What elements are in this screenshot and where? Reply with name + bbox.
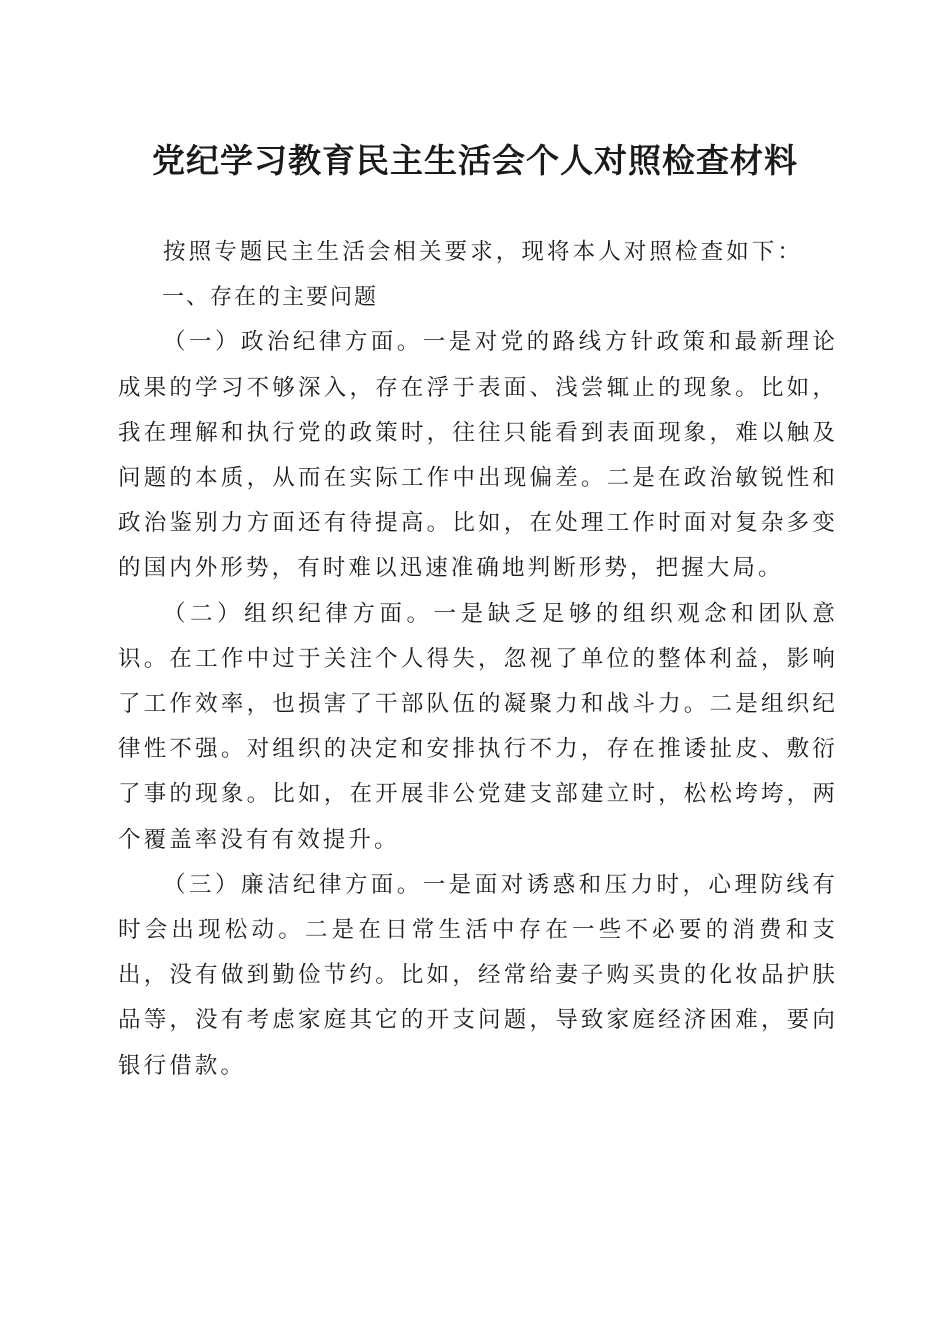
document-body (118, 230, 838, 1089)
item-text: 一是对党的路线方针政策和最新理论成果的学习不够深入，存在浮于表面、浅尝辄止的现象。比如，我在理解和执行党的政策时，往往只能看到表面现象，难以触及问题的本质，从而在实际工作中出现偏差。二是在政治敏锐性和政治鉴别力方面还有待提高。比如，在处理工作时面对复杂多变的国内外形势，有时难以迅速准确地判断形势，把握大局。 (118, 329, 838, 582)
section-heading: 一、存在的主要问题 (162, 285, 379, 311)
item-paragraph-integrity (118, 863, 838, 1089)
document-title: 党纪学习教育民主生活会个人对照检查材料 (152, 141, 798, 180)
item-text: 一是缺乏足够的组织观念和团队意识。在工作中过于关注个人得失，忽视了单位的整体利益，影响了工作效率，也损害了干部队伍的凝聚力和战斗力。二是组织纪律性不强。对组织的决定和安排执行不力，存在推诿扯皮、敷衍了事的现象。比如，在开展非公党建支部建立时，松松垮垮，两个覆盖率没有有效提升。 (118, 600, 838, 853)
item-lead: （二）组织纪律方面。 (163, 600, 434, 627)
item-paragraph-political (118, 320, 838, 591)
item-lead: （一）政治纪律方面。 (163, 329, 423, 356)
item-lead: （三）廉洁纪律方面。 (163, 871, 423, 898)
item-text: 一是面对诱惑和压力时，心理防线有时会出现松动。二是在日常生活中存在一些不必要的消费和支出，没有做到勤俭节约。比如，经常给妻子购买贵的化妆品护肤品等，没有考虑家庭其它的开支问题，导致家庭经济困难，要向银行借款。 (118, 871, 838, 1079)
intro-paragraph: 按照专题民主生活会相关要求，现将本人对照检查如下： (163, 239, 804, 265)
item-paragraph-organizational (118, 592, 838, 863)
